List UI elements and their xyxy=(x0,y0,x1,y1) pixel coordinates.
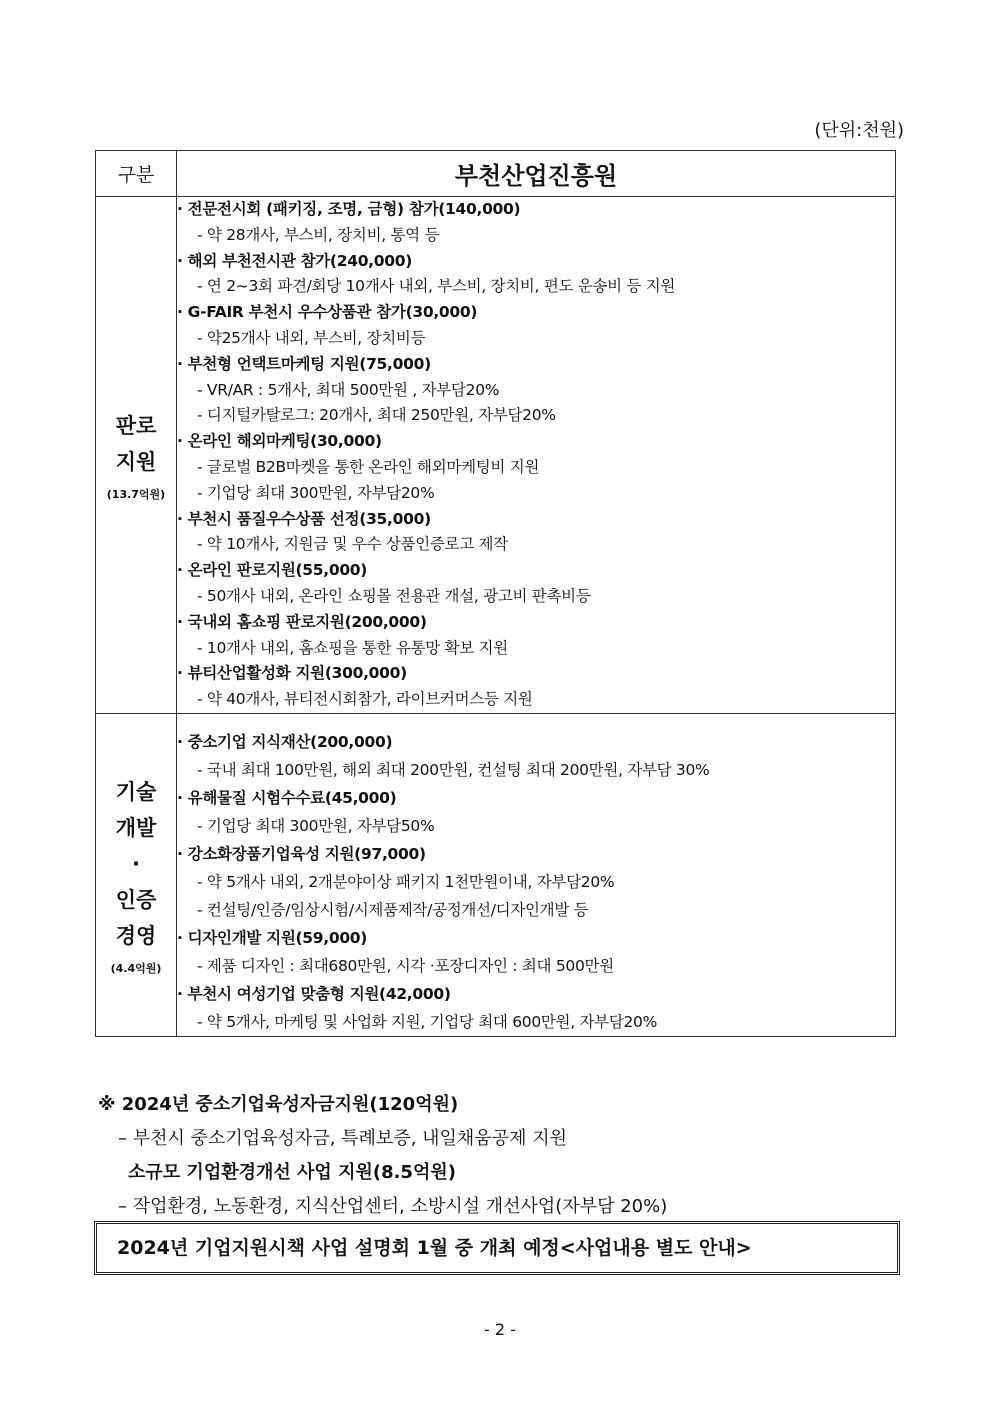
section-row-sales xyxy=(96,197,896,714)
category-name-line: 개발 xyxy=(115,815,157,840)
item-title: · 온라인 해외마케팅(30,000) xyxy=(177,432,382,451)
item-title: · 부천시 품질우수상품 선정(35,000) xyxy=(177,509,431,528)
seminar-notice-box: 2024년 기업지원시책 사업 설명회 1월 중 개최 예정<사업내용 별도 안내> xyxy=(94,1221,900,1275)
support-table xyxy=(95,150,896,1037)
item-detail: - 연 2~3회 파견/회당 10개사 내외, 부스비, 장치비, 편도 운송비 등 지원 xyxy=(197,277,676,296)
item-title: · G-FAIR 부천시 우수상품관 참가(30,000) xyxy=(177,303,478,322)
item-detail: - VR/AR : 5개사, 최대 500만원 , 자부담20% xyxy=(197,380,500,399)
items-cell xyxy=(177,713,896,1036)
item-detail: - 약 5개사, 마케팅 및 사업화 지원, 기업당 최대 600만원, 자부담20% xyxy=(197,1012,658,1031)
note2-detail: – 작업환경, 노동환경, 지식산업센터, 소방시설 개선사업(자부담 20%) xyxy=(118,1196,668,1217)
header-org: 부천산업진흥원 xyxy=(177,151,896,197)
item-detail: - 글로벌 B2B마켓을 통한 온라인 해외마케팅비 지원 xyxy=(197,457,540,476)
category-cell xyxy=(96,713,177,1036)
item-title: · 국내외 홈쇼핑 판로지원(200,000) xyxy=(177,612,427,631)
item-title: · 유해물질 시험수수료(45,000) xyxy=(177,788,397,807)
item-title: · 강소화장품기업육성 지원(97,000) xyxy=(177,844,426,863)
note2-title: 소규모 기업환경개선 사업 지원(8.5억원) xyxy=(128,1162,456,1183)
category-name-line: 경영 xyxy=(115,923,157,948)
item-title: · 부천시 여성기업 맞춤형 지원(42,000) xyxy=(177,984,451,1003)
item-detail: - 제품 디자인 : 최대680만원, 시각 ·포장디자인 : 최대 500만원 xyxy=(197,956,614,975)
item-title: · 온라인 판로지원(55,000) xyxy=(177,561,368,580)
header-category: 구분 xyxy=(96,151,177,197)
item-detail: - 약 5개사 내외, 2개분야이상 패키지 1천만원이내, 자부담20% xyxy=(197,872,615,891)
item-detail: - 국내 최대 100만원, 해외 최대 200만원, 컨설팅 최대 200만원, 자부담 30% xyxy=(197,760,710,779)
item-detail: - 10개사 내외, 홈쇼핑을 통한 유통망 확보 지원 xyxy=(197,638,508,657)
page-number: - 2 - xyxy=(484,1320,516,1339)
item-title: · 해외 부천전시관 참가(240,000) xyxy=(177,251,413,270)
category-name-line: 판로 xyxy=(115,413,157,438)
category-name-line: 인증 xyxy=(115,887,157,912)
category-name-line: 지원 xyxy=(115,449,157,474)
category-cell xyxy=(96,197,177,714)
category-amount: (4.4억원) xyxy=(110,961,162,975)
note1-title: ※ 2024년 중소기업육성자금지원(120억원) xyxy=(98,1094,459,1115)
item-detail: - 약 28개사, 부스비, 장치비, 통역 등 xyxy=(197,225,440,244)
item-detail: - 약 10개사, 지원금 및 우수 상품인증로고 제작 xyxy=(197,535,508,554)
note1-detail: – 부천시 중소기업육성자금, 특례보증, 내일채움공제 지원 xyxy=(118,1128,567,1149)
item-detail: - 약25개사 내외, 부스비, 장치비등 xyxy=(197,328,426,347)
item-title: · 뷰티산업활성화 지원(300,000) xyxy=(177,664,407,683)
item-title: · 전문전시회 (패키징, 조명, 금형) 참가(140,000) xyxy=(177,200,521,218)
item-detail: - 50개사 내외, 온라인 쇼핑몰 전용관 개설, 광고비 판촉비등 xyxy=(197,586,591,605)
item-detail: - 약 40개사, 뷰티전시회참가, 라이브커머스등 지원 xyxy=(197,690,533,709)
item-title: · 중소기업 지식재산(200,000) xyxy=(177,732,393,751)
category-amount: (13.7억원) xyxy=(106,487,166,501)
table-header-row xyxy=(96,151,896,197)
items-cell xyxy=(177,197,896,714)
item-detail: - 기업당 최대 300만원, 자부담20% xyxy=(197,483,435,502)
section-row-tech xyxy=(96,713,896,1036)
item-title: · 디자인개발 지원(59,000) xyxy=(177,928,368,947)
item-title: · 부천형 언택트마케팅 지원(75,000) xyxy=(177,354,431,373)
category-name-line: 기술 xyxy=(115,779,157,804)
footer-notes xyxy=(98,1088,898,1224)
unit-label: (단위:천원) xyxy=(814,120,904,141)
item-detail: - 디지털카탈로그: 20개사, 최대 250만원, 자부담20% xyxy=(197,406,556,425)
item-detail: - 기업당 최대 300만원, 자부담50% xyxy=(197,816,435,835)
category-name-line: · xyxy=(132,851,140,876)
item-detail: - 컨설팅/인증/임상시험/시제품제작/공정개선/디자인개발 등 xyxy=(197,900,589,919)
